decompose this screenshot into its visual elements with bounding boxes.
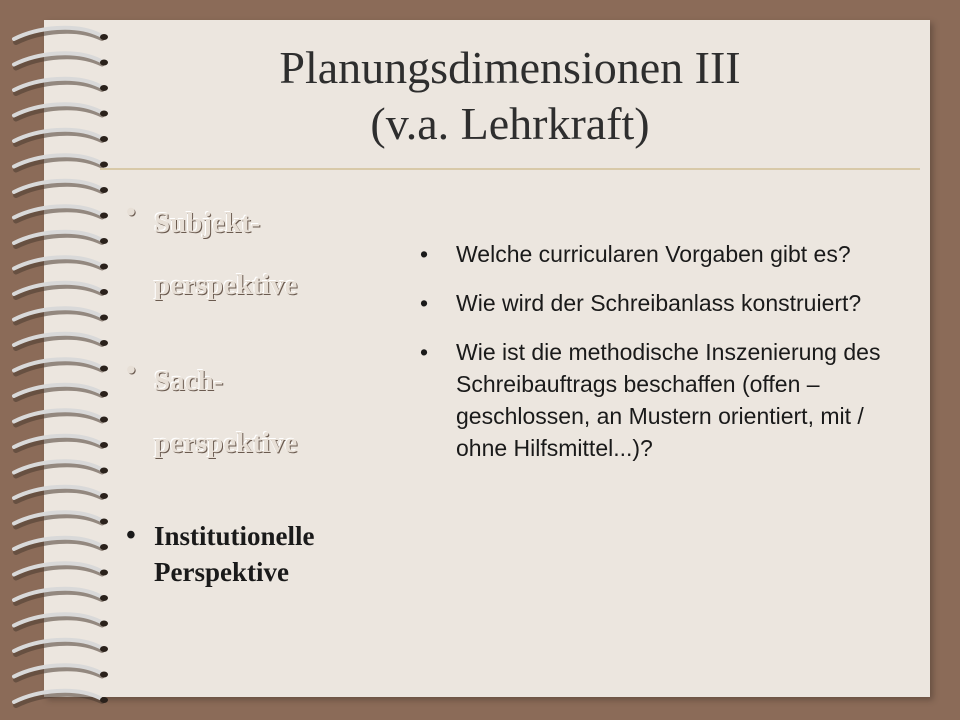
perspectives-list [110,192,400,590]
item-line: Institutionelle [154,521,315,551]
bullet: • [420,241,429,267]
list-item [418,287,898,319]
list-item-institutional-perspective [110,518,400,590]
question-text: Welche curricularen Vorgaben gibt es? [456,241,851,267]
bullet: • [420,339,429,365]
item-line: perspektive [154,427,298,459]
bullet: • [126,197,136,228]
spiral-binding-icon [0,0,126,720]
list-item-subject-matter-perspective [110,350,400,474]
title-line-2: (v.a. Lehrkraft) [370,98,650,149]
list-item [418,238,898,270]
bullet: • [420,290,429,316]
question-text: Wie wird der Schreibanlass konstruiert? [456,290,862,316]
list-item-subject-perspective [110,192,400,316]
item-line: perspektive [154,269,298,301]
slide-title [120,40,900,152]
list-item [418,336,898,464]
title-line-1: Planungsdimensionen III [279,42,741,93]
title-divider [100,168,920,170]
item-line: Sach- [154,365,224,397]
item-line: Subjekt- [154,207,261,239]
question-text: Wie ist die methodische Inszenierung des Schreibauftrags beschaffen (offen – geschlossen, an Mustern orientiert, mit / ohne Hilfsmittel...)? [456,339,881,461]
bullet: • [126,520,136,551]
bullet: • [126,355,136,386]
item-line: Perspektive [154,557,289,587]
questions-list [418,238,898,481]
